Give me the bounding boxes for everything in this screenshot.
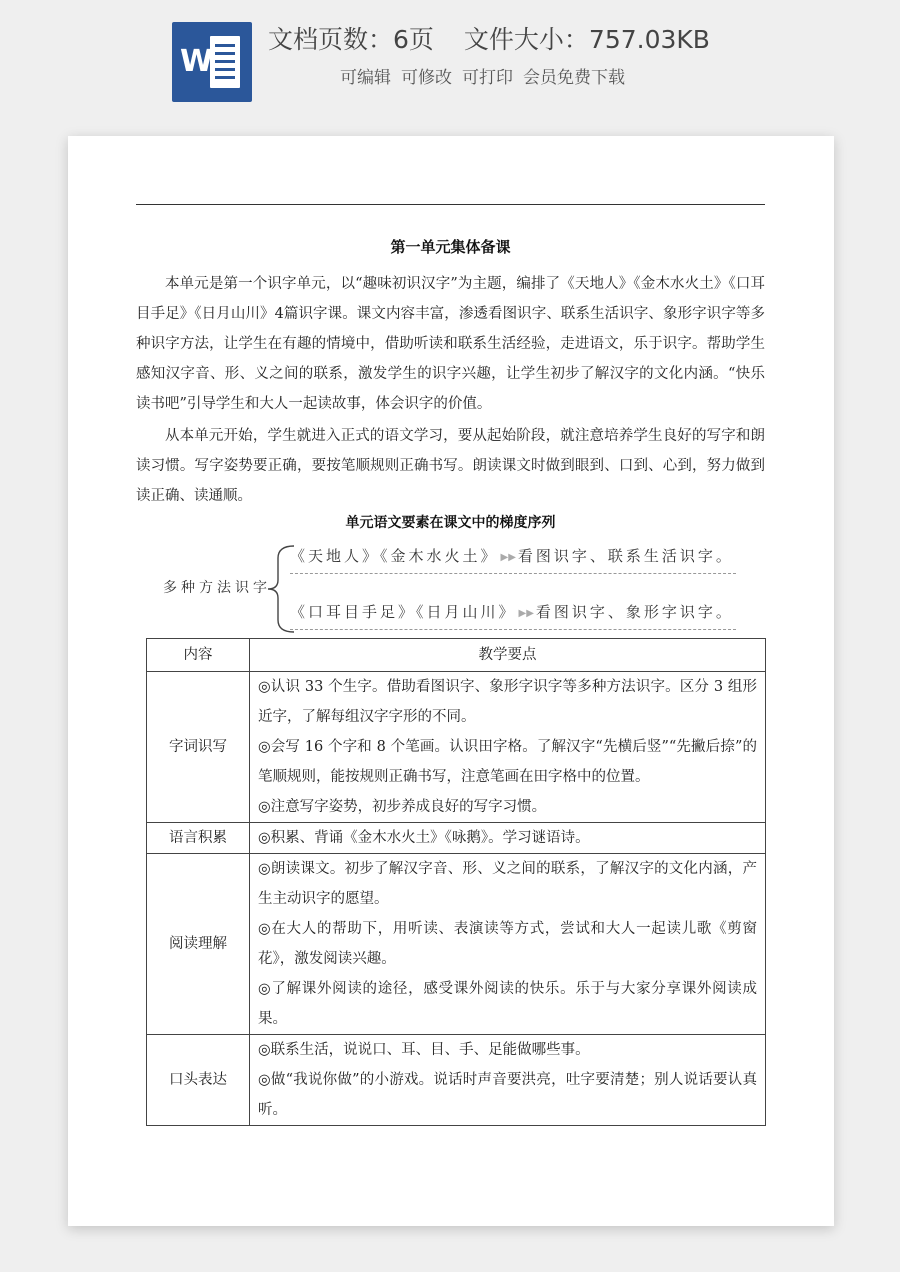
habits-paragraph: 从本单元开始，学生就进入正式的语文学习，要从起始阶段，就注意培养学生良好的写字和朗读习惯。写字姿势要正确，要按笔顺规则正确书写。朗读课文时做到眼到、口到、心到，努力做到读正确、读通顺。 [136, 428, 765, 504]
row-points [250, 672, 766, 823]
branch-2-method: 看图识字、象形字识字。 [535, 603, 734, 621]
list-item: ◎认识 33 个生字。借助看图识字、象形字识字等多种方法识字。区分 3 组形近字，了解每组汉字字形的不同。 [258, 679, 757, 725]
list-item: ◎积累、背诵《金木水火土》《咏鹅》。学习谜语诗。 [258, 830, 590, 846]
branch-2-texts: 《口耳目手足》《日月山川》 [290, 603, 517, 621]
list-item: ◎联系生活，说说口、耳、目、手、足能做哪些事。 [258, 1042, 590, 1058]
diagram-branch-2 [290, 600, 734, 626]
double-arrow-icon: ▶▶ [500, 552, 516, 563]
list-item: ◎注意写字姿势，初步养成良好的写字习惯。 [258, 799, 547, 815]
dotted-divider [290, 629, 736, 630]
gradient-sequence-heading: 单元语文要素在课文中的梯度序列 [345, 515, 556, 531]
feature-list [340, 66, 635, 90]
table-row [147, 672, 766, 823]
header-teaching-points: 教学要点 [250, 639, 766, 672]
feature-modifiable: 可修改 [401, 68, 452, 88]
list-item: ◎朗读课文。初步了解汉字音、形、义之间的联系，了解汉字的文化内涵，产生主动识字的愿望。 [258, 861, 757, 907]
table-row [147, 1035, 766, 1126]
row-category: 语言积累 [147, 823, 250, 854]
table-row [147, 823, 766, 854]
page-count-text: 文档页数：6页 [268, 25, 434, 54]
list-item: ◎做“我说你做”的小游戏。说话时声音要洪亮，吐字要清楚；别人说话要认真听。 [258, 1072, 757, 1118]
list-item: ◎会写 16 个字和 8 个笔画。认识田字格。了解汉字“先横后竖”“先撇后捺”的笔顺规则，能按规则正确书写，注意笔画在田字格中的位置。 [258, 739, 757, 785]
list-item: ◎了解课外阅读的途径，感受课外阅读的快乐。乐于与大家分享课外阅读成果。 [258, 981, 757, 1027]
document-page [68, 136, 834, 1226]
row-category: 口头表达 [147, 1035, 250, 1126]
diagram-branch-1 [290, 544, 734, 570]
file-size-text: 文件大小：757.03KB [463, 25, 710, 54]
word-logo-letter: W [180, 44, 214, 79]
feature-editable: 可编辑 [340, 68, 391, 88]
double-arrow-icon: ▶▶ [518, 608, 534, 619]
teaching-points-table [146, 638, 766, 1126]
dotted-divider [290, 573, 736, 574]
row-points [250, 823, 766, 854]
diagram-root-label: 多种方法识字 [163, 580, 271, 596]
intro-paragraph: 本单元是第一个识字单元，以“趣味初识汉字”为主题，编排了《天地人》《金木水火土》《口耳目手足》《日月山川》4篇识字课。课文内容丰富，渗透看图识字、联系生活识字、象形字识字等多种识字方法，让学生在有趣的情境中，借助听读和联系生活经验，走进语文，乐于识字。帮助学生感知汉字音、形、义之间的联系，激发学生的识字兴趣，让学生初步了解汉字的文化内涵。“快乐读书吧”引导学生和大人一起读故事，体会识字的价值。 [136, 276, 765, 412]
header-rule [136, 204, 765, 205]
feature-member-download: 会员免费下载 [523, 68, 625, 88]
file-info-title [268, 22, 710, 58]
document-title: 第一单元集体备课 [390, 238, 511, 256]
branch-1-texts: 《天地人》《金木水火土》 [290, 547, 499, 565]
row-points [250, 1035, 766, 1126]
table-row [147, 854, 766, 1035]
row-category: 阅读理解 [147, 854, 250, 1035]
feature-printable: 可打印 [462, 68, 513, 88]
table-header-row [147, 639, 766, 672]
download-banner [0, 0, 900, 120]
branch-1-method: 看图识字、联系生活识字。 [517, 547, 734, 565]
word-document-icon [172, 22, 252, 102]
list-item: ◎在大人的帮助下，用听读、表演读等方式，尝试和大人一起读儿歌《剪窗花》，激发阅读兴趣。 [258, 921, 757, 967]
row-category: 字词识写 [147, 672, 250, 823]
header-content: 内容 [147, 639, 250, 672]
row-points [250, 854, 766, 1035]
